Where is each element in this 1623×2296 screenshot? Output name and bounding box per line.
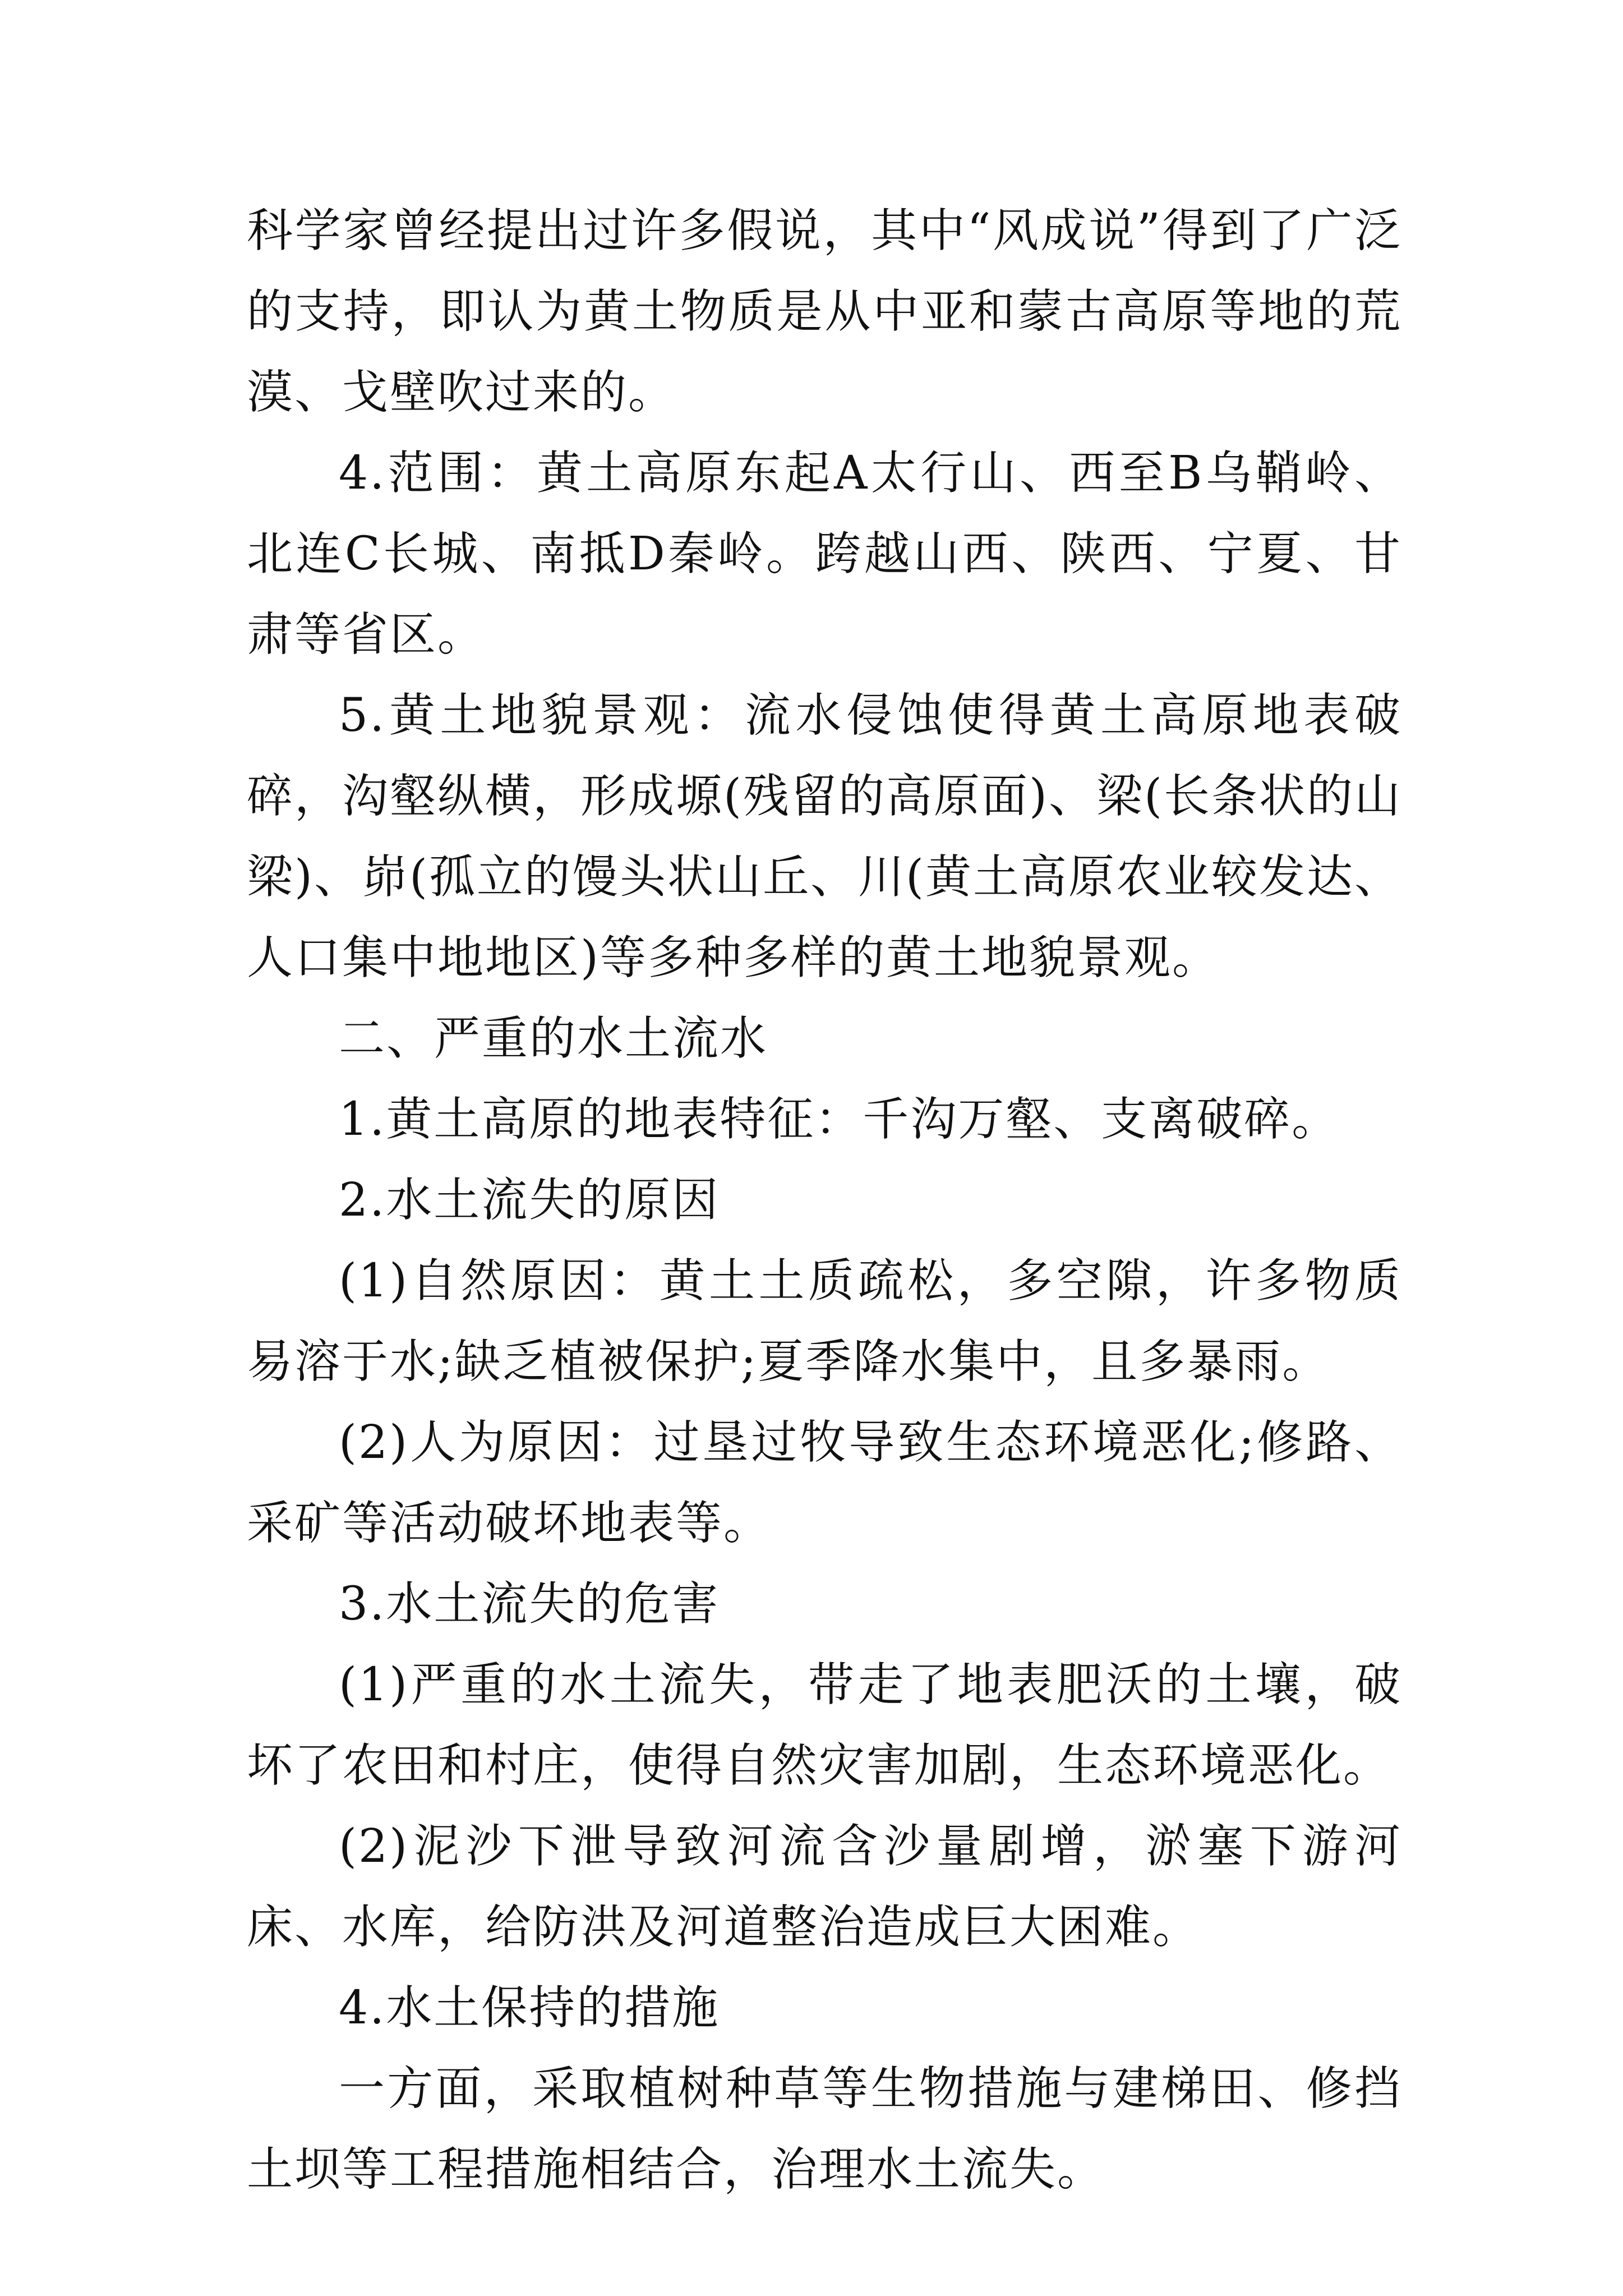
document-body — [247, 191, 1402, 2210]
paragraph-extent: 4.范围：黄土高原东起A太行山、西至B乌鞘岭、北连C长城、南抵D秦岭。跨越山西、陕西、宁夏、甘肃等省区。 — [247, 447, 1402, 661]
subheading-erosion-causes: 2.水土流失的原因 — [339, 1174, 720, 1227]
subheading-conservation-measures: 4.水土保持的措施 — [339, 1981, 720, 2035]
paragraph-human-causes: (2)人为原因：过垦过牧导致生态环境恶化;修路、采矿等活动破坏地表等。 — [247, 1416, 1402, 1550]
paragraph-measures: 一方面，采取植树种草等生物措施与建梯田、修挡土坝等工程措施相结合，治理水土流失。 — [247, 2062, 1402, 2196]
paragraph-harm-sediment: (2)泥沙下泄导致河流含沙量剧增，淤塞下游河床、水库，给防洪及河道整治造成巨大困难。 — [247, 1820, 1402, 1954]
paragraph-landforms: 5.黄土地貌景观：流水侵蚀使得黄土高原地表破碎，沟壑纵横，形成塬(残留的高原面)、梁(长条状的山梁)、峁(孤立的馒头状山丘、川(黄土高原农业较发达、人口集中地地区)等多种多样的黄土地貌景观。 — [247, 689, 1402, 984]
paragraph-surface-features: 1.黄土高原的地表特征：千沟万壑、支离破碎。 — [339, 1093, 1340, 1146]
section-heading-soil-erosion: 二、严重的水土流水 — [339, 1012, 768, 1065]
paragraph-loess-origin-theory: 科学家曾经提出过许多假说，其中“风成说”得到了广泛的支持，即认为黄土物质是从中亚和蒙古高原等地的荒漠、戈壁吹过来的。 — [247, 204, 1402, 419]
paragraph-natural-causes: (1)自然原因：黄土土质疏松，多空隙，许多物质易溶于水;缺乏植被保护;夏季降水集中，且多暴雨。 — [247, 1254, 1402, 1388]
subheading-erosion-harms: 3.水土流失的危害 — [339, 1577, 720, 1631]
paragraph-harm-soil-loss: (1)严重的水土流失，带走了地表肥沃的土壤，破坏了农田和村庄，使得自然灾害加剧，生态环境恶化。 — [247, 1658, 1402, 1792]
